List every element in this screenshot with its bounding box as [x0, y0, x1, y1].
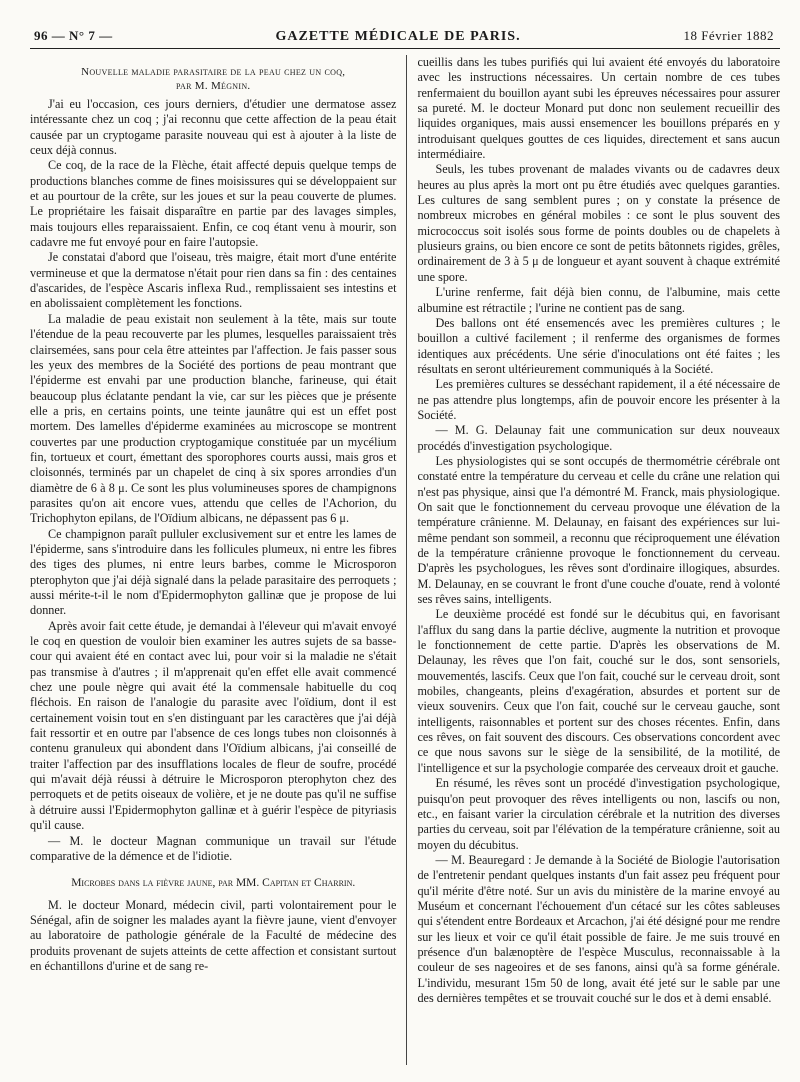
issue-date: 18 Février 1882 — [683, 28, 774, 43]
article-title: Nouvelle maladie parasitaire de la peau chez un coq, — [81, 66, 346, 78]
page-number: 96 — N° 7 — — [34, 28, 113, 43]
paragraph: — M. le docteur Magnan communique un travail sur l'étude comparative de la démence et de l'idiotie. — [30, 833, 397, 863]
paragraph: cueillis dans les tubes purifiés qui lui avaient été envoyés du laboratoire avec les instructions nécessaires. Un certain nombre de ces tubes renfermaient du bouillon ayant subi les épreuves nécessaires pour assurer sa pureté. M. le docteur Monard put donc non seulement recueillir des liquides organiques, mais aussi ensemencer les bouillons préparés en y introduisant quelques gouttes de ces liquides, directement et sans aucun intermédiaire. — [417, 55, 780, 162]
paragraph: Le deuxième procédé est fondé sur le décubitus qui, en favorisant l'afflux du sang dans la partie déclive, augmente la nutrition et provoque le fonctionnement de cette partie. D'après les observations de M. Delaunay, les rêves que l'on fait, couché sur le dos, sont sensoriels, mouvementés, lascifs. Ceux que l'on fait, couché sur le cerveau droit, sont mobiles, changeants, pleins d'exagération, absurdes et portent sur de vieux souvenirs. Ceux que l'on fait, couché sur le cerveau gauche, sont intelligents, raisonnables et portent sur des choses récentes. Enfin, dans ces rêves, on fait souvent des discours. Ces observations concordent avec ce que nous savons sur le siège de la sensibilité, de la motilité, de l'intelligence et sur la psychologie comparée des cerveaux droit et gauche. — [417, 607, 780, 775]
journal-title: GAZETTE MÉDICALE DE PARIS. — [275, 29, 521, 44]
article-author: par M. Mégnin. — [175, 80, 251, 92]
paragraph: Les physiologistes qui se sont occupés de thermométrie cérébrale ont constaté entre la température du cerveau et celle du crâne une relation qui n'est pas physique, ainsi que l'a démontré M. Franck, mais physiologique. On sait que le fonctionnement du cerveau provoque une élévation de la température crânienne. M. Delaunay, en faisant des expériences sur lui-même pendant son sommeil, a reconnu que réciproquement une élévation de la température crânienne provoque le fonctionnement du cerveau. D'après les psychologues, les rêves sont d'ordinaire illogiques, absurdes. M. Delaunay, en se couvrant le front d'une couche d'ouate, rend à volonté ses rêves sains, intelligents. — [417, 453, 780, 607]
paragraph: Ce coq, de la race de la Flèche, était affecté depuis quelque temps de productions blanches comme de fines moisissures qui se développaient sur et au pourtour de la crête, sur les joues et sur la peau couverte de plumes. Le propriétaire les faisait disparaître en partie par des lavages simples, mais toujours elles reparaissaient. Enfin, ce coq étant venu à mourir, son cadavre me fut envoyé pour en faire l'autopsie. — [30, 158, 397, 250]
left-column — [30, 55, 407, 1065]
paragraph: L'urine renferme, fait déjà bien connu, de l'albumine, mais cette albumine est rétractile ; l'urine ne contient pas de sang. — [417, 285, 780, 315]
paragraph: En résumé, les rêves sont un procédé d'investigation psychologique, puisqu'on peut provoquer des rêves intelligents ou non, lascifs ou non, etc., en faisant varier la circulation cérébrale et la nutrition des diverses parties du cerveau, soit par l'élévation de la température crânienne, soit au moyen du décubitus. — [417, 776, 780, 852]
right-column — [407, 55, 780, 1065]
paragraph: La maladie de peau existait non seulement à la tête, mais sur toute l'étendue de la peau recouverte par les plumes, lesquelles paraissaient très clairsemées, sans pour cela être atteintes par l'affection. Je fais passer sous les yeux des membres de la Société des portions de peau montrant que l'épiderme est envahi par une production blanche, farineuse, qui était beaucoup plus éclatante pendant la vie, car sur les pièces que je présente elle a pris, en certains points, une teinte jaunâtre qui est un effet post mortem. Des lamelles d'épiderme examinées au microscope se montrent couvertes par une production cryptogamique constituée par un mycélium fin, tortueux et court, émettant des sporophores courts aussi, mais gros et cloisonnés, terminés par un chapelet de cinq à six spores arrondies d'un diamètre de 6 à 8 μ. Ce sont les plus volumineuses spores de champignons parasites qu'on ait encore vues, attendu que celles de l'Achorion, du Trichophyton epilans, de l'Oïdium albicans, ne dépassent pas 6 μ. — [30, 311, 397, 526]
paragraph: — M. Beauregard : Je demande à la Société de Biologie l'autorisation de l'entretenir pendant quelques instants d'un fait assez peu fréquent pour qu'il mérite d'être noté. Sur un avis du ministère de la marine envoyé au Muséum et concernant l'échouement d'un cétacé sur les côtes sableuses qui s'étendent entre Bordeaux et Arcachon, j'ai été désigné pour me rendre sur les lieux et voir ce qu'il était possible de faire. Je me suis trouvé en présence d'un balænoptère de l'espèce Musculus, reconnaissable à la couleur de ses nageoires et de ses fanons, ainsi qu'à sa forme générale. L'individu, mesurant 15m 50 de long, avait été jeté sur le sable par une des dernières tempêtes et se trouvait couché sur le dos et à demi ensablé. — [417, 852, 780, 1005]
page-header — [30, 28, 780, 49]
paragraph: Seuls, les tubes provenant de malades vivants ou de cadavres deux heures au plus après la mort ont pu être étudiés avec quelques garanties. Les cultures de sang semblent pures ; on y constate la présence de nombreux microbes en général mobiles : ce sont le plus souvent des micrococcus soit isolés sous forme de points doubles ou de chapelets à plusieurs grains, ou bien encore ce sont de petits bâtonnets rigides, grêles, ordinairement de 3 à 5 μ de longueur et ayant souvent à chaque extrémité une spore. — [417, 162, 780, 284]
paragraph: J'ai eu l'occasion, ces jours derniers, d'étudier une dermatose assez intéressante chez un coq ; j'ai reconnu que cette affection de la peau était causée par un cryptogame parasite nouveau qui est à ajouter à la liste de ceux déjà connus. — [30, 97, 397, 158]
columns — [30, 55, 780, 1065]
paragraph: — M. G. Delaunay fait une communication sur deux nouveaux procédés d'investigation psychologique. — [417, 423, 780, 453]
section-heading: Microbes dans la fièvre jaune, par MM. Capitan et Charrin. — [71, 877, 356, 890]
paragraph: Ce champignon paraît pulluler exclusivement sur et entre les lames de l'épiderme, sans s'introduire dans les follicules plumeux, ni entre les fibres des tiges des plumes, ni entre leurs barbes, comme le Microsporon pterophyton que j'ai déjà signalé dans la pelade parasitaire des perroquets ; aussi mérite-t-il le nom d'Epidermophyton gallinæ que je propose de lui donner. — [30, 526, 397, 618]
paragraph: M. le docteur Monard, médecin civil, parti volontairement pour le Sénégal, afin de soigner les malades ayant la fièvre jaune, vient d'envoyer au laboratoire de pathologie générale de la Faculté de médecine des produits provenant de sujets atteints de cette affection et consistant surtout en échantillons d'urine et de sang re- — [30, 897, 397, 973]
paragraph: Des ballons ont été ensemencés avec les premières cultures ; le bouillon a cultivé facilement ; il renferme des organismes de formes identiques aux précédents. Une série d'inoculations ont été faites ; les résultats en seront ultérieurement communiqués à la Société. — [417, 315, 780, 376]
paragraph: Je constatai d'abord que l'oiseau, très maigre, était mort d'une entérite vermineuse et que la dermatose n'était pour rien dans sa fin : des centaines d'ascarides, de l'espèce Ascaris inflexa Rud., remplissaient ses intestins et en abolissaient complètement les fonctions. — [30, 250, 397, 311]
paragraph: Après avoir fait cette étude, je demandai à l'éleveur qui m'avait envoyé le coq en question de vouloir bien examiner les autres sujets de sa basse-cour qui avaient été en contact avec lui, pour voir si la maladie ne s'était pas transmise à d'autres ; il m'apprenait qu'en effet elle avait commencé chez une poule nègre qui avait été la commensale habituelle du coq fléchois. En raison de l'analogie du parasite avec l'oïdium, dont il est certainement voisin tout en s'en distinguant par les caractères que j'ai déjà fait ressortir et en outre par l'absence de ces longs tubes non cloisonnés à contenu granuleux qui abondent dans l'Oïdium albicans, j'ai conseillé de traiter l'affection par des insufflations locales de fleur de soufre, procédé qui m'avait déjà réussi à détruire le Microsporon pterophyton chez des perroquets et de petits oiseaux de volière, et je ne doute pas qu'il ne suffise à détruire aussi l'Epidermophyton gallinæ et à guérir l'espèce de pityriasis qu'il cause. — [30, 618, 397, 833]
article-heading — [30, 65, 396, 93]
paragraph: Les premières cultures se desséchant rapidement, il a été nécessaire de ne pas attendre plus longtemps, afin de pouvoir encore les présenter à la Société. — [417, 377, 780, 422]
